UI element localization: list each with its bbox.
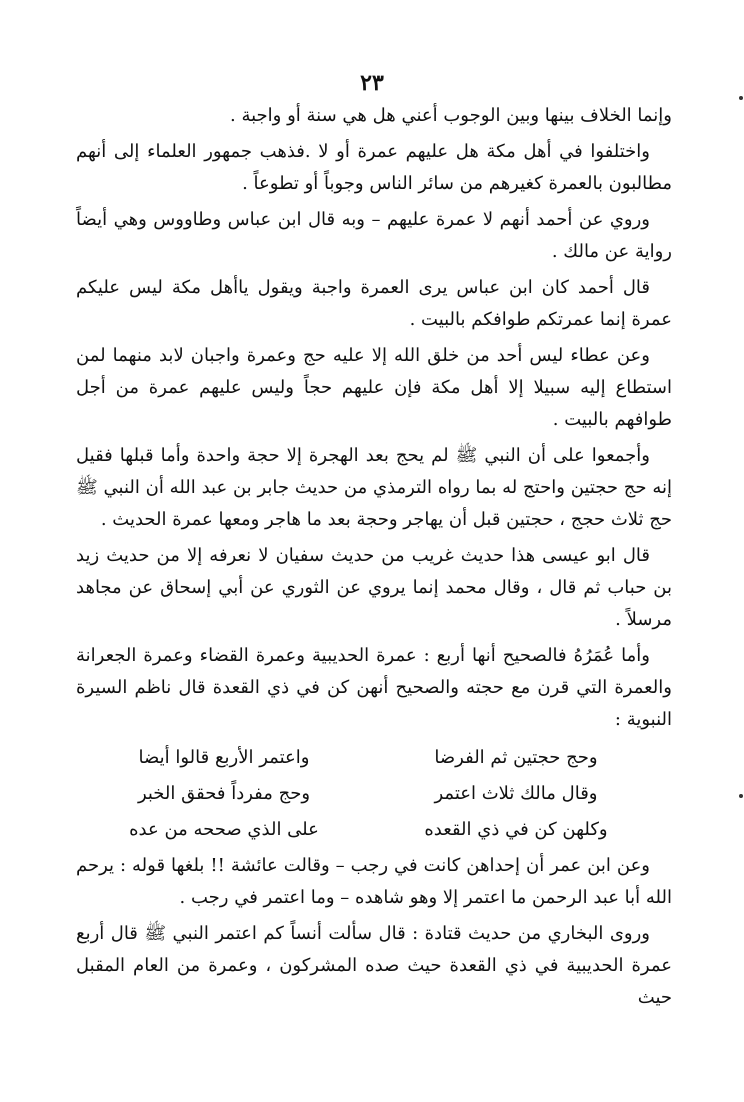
scan-mark-dot: [739, 794, 743, 798]
poem-second-hemistich: على الذي صححه من عده: [129, 819, 319, 840]
paragraph: قال ابو عيسى هذا حديث غريب من حديث سفيان لا نعرفه إلا من حديث زيد بن حباب ثم قال ، وقال محمد إنما يروي عن الثوري عن أبي إسحاق عن مجاهد مرسلاً .: [76, 545, 673, 630]
scan-mark-dot: [739, 96, 743, 100]
poem-first-hemistich: وكلهن كن في ذي القعده: [424, 819, 608, 840]
paragraph: وإنما الخلاف بينها وبين الوجوب أعني هل هي سنة أو واجبة .: [230, 105, 672, 126]
poem-second-hemistich: واعتمر الأربع قالوا أيضا: [138, 747, 310, 768]
paragraph: واختلفوا في أهل مكة هل عليهم عمرة أو لا .فذهب جمهور العلماء إلى أنهم مطالبون بالعمرة كغيرهم من سائر الناس وجوباً أو تطوعاً .: [76, 141, 672, 194]
poem-verse: [76, 740, 672, 776]
poem-verse: [76, 776, 672, 812]
paragraph: وروى البخاري من حديث قتادة : قال سألت أنساً كم اعتمر النبي ﷺ قال أربع عمرة الحديبية في ذي القعدة حيث صده المشركون ، وعمرة من العام المقبل حيث: [76, 923, 672, 1008]
poem-verse: [76, 812, 672, 848]
paragraph: قال أحمد كان ابن عباس يرى العمرة واجبة ويقول ياأهل مكة ليس عليكم عمرة إنما عمرتكم طوافكم بالبيت .: [76, 277, 672, 330]
poem-first-hemistich: وقال مالك ثلاث اعتمر: [434, 783, 598, 804]
paragraph: وأما عُمَرُهُ فالصحيح أنها أربع : عمرة الحديبية وعمرة القضاء وعمرة الجعرانة والعمرة التي قرن مع حجته والصحيح أنهن كن في ذي القعدة قال ناظم السيرة النبوية :: [76, 645, 672, 730]
paragraph: وعن ابن عمر أن إحداهن كانت في رجب – وقالت عائشة !! بلغها قوله : يرحم الله أبا عبد الرحمن ما اعتمر إلا وهو شاهده – وما اعتمر في رجب .: [76, 855, 672, 908]
paragraph: وأجمعوا على أن النبي ﷺ لم يحج بعد الهجرة إلا حجة واحدة وأما قبلها فقيل إنه حج حجتين واحتج له بما رواه الترمذي من حديث جابر بن عبد الله أن النبي ﷺ حج ثلاث حجج ، حجتين قبل أن يهاجر وحجة بعد ما هاجر ومعها عمرة الحديث .: [76, 445, 672, 530]
poem-first-hemistich: وحج حجتين ثم الفرضا: [434, 747, 598, 768]
poem-second-hemistich: وحج مفرداً فحقق الخبر: [137, 783, 311, 804]
body-text: [76, 100, 672, 1018]
page-number: ٢٣: [360, 70, 384, 96]
poem: [76, 740, 672, 848]
paragraph: وعن عطاء ليس أحد من خلق الله إلا عليه حج وعمرة واجبان لابد منهما لمن استطاع إليه سبيلا إلا أهل مكة فإن عليهم حجاً وليس عليهم عمرة من أجل طوافهم بالبيت .: [76, 345, 672, 430]
paragraph: وروي عن أحمد أنهم لا عمرة عليهم – وبه قال ابن عباس وطاووس وهي أيضاً رواية عن مالك .: [76, 209, 672, 262]
